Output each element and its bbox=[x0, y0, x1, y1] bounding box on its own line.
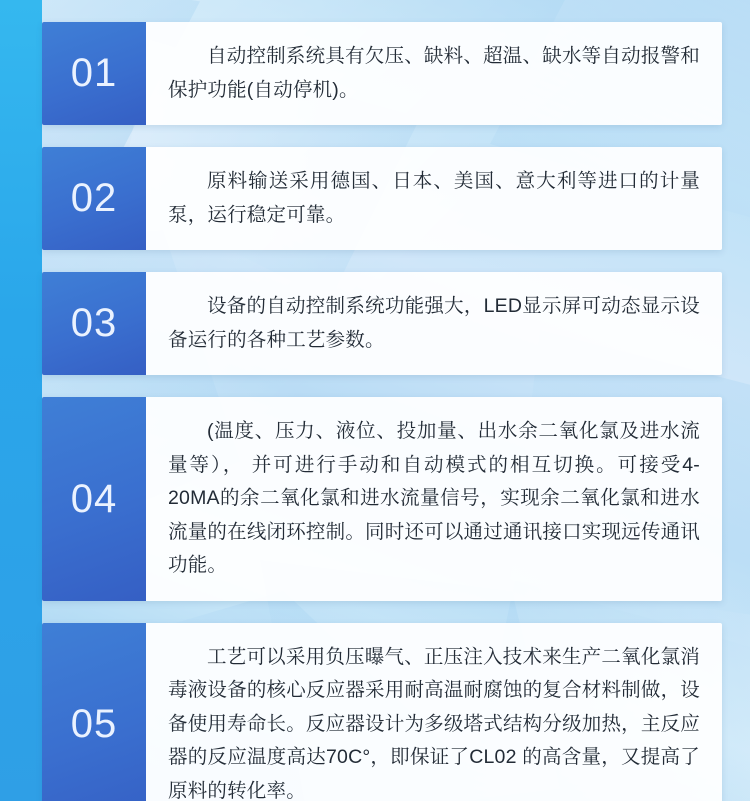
list-item-text: 自动控制系统具有欠压、缺料、超温、缺水等自动报警和保护功能(自动停机)。 bbox=[168, 45, 700, 101]
list-item bbox=[42, 22, 722, 125]
list-item-number: 01 bbox=[42, 22, 146, 125]
list-item bbox=[42, 623, 722, 801]
list-item-text: 设备的自动控制系统功能强大，LED显示屏可动态显示设备运行的各种工艺参数。 bbox=[168, 295, 700, 351]
list-item bbox=[42, 397, 722, 601]
list-item-text: 原料输送采用德国、日本、美国、意大利等进口的计量泵，运行稳定可靠。 bbox=[168, 170, 700, 226]
list-item bbox=[42, 272, 722, 375]
list-item-number: 05 bbox=[42, 623, 146, 801]
left-accent-bar bbox=[0, 0, 42, 801]
feature-list bbox=[42, 0, 750, 801]
list-item-number: 02 bbox=[42, 147, 146, 250]
list-item-number: 04 bbox=[42, 397, 146, 601]
list-item-text: (温度、压力、液位、投加量、出水余二氧化氯及进水流量等）， 并可进行手动和自动模式的相互切换。可接受4-20MA的余二氧化氯和进水流量信号，实现余二氧化氯和进水流量的在线闭环控制。同时还可以通过通讯接口实现远传通讯功能。 bbox=[168, 420, 700, 577]
list-item bbox=[42, 147, 722, 250]
list-item-number: 03 bbox=[42, 272, 146, 375]
list-item-text: 工艺可以采用负压曝气、正压注入技术来生产二氧化氯消毒液设备的核心反应器采用耐高温耐腐蚀的复合材料制做，设备使用寿命长。反应器设计为多级塔式结构分级加热，主反应器的反应温度高达70C°，即保证了CL02 的高含量，又提高了原料的转化率。 bbox=[168, 645, 700, 801]
